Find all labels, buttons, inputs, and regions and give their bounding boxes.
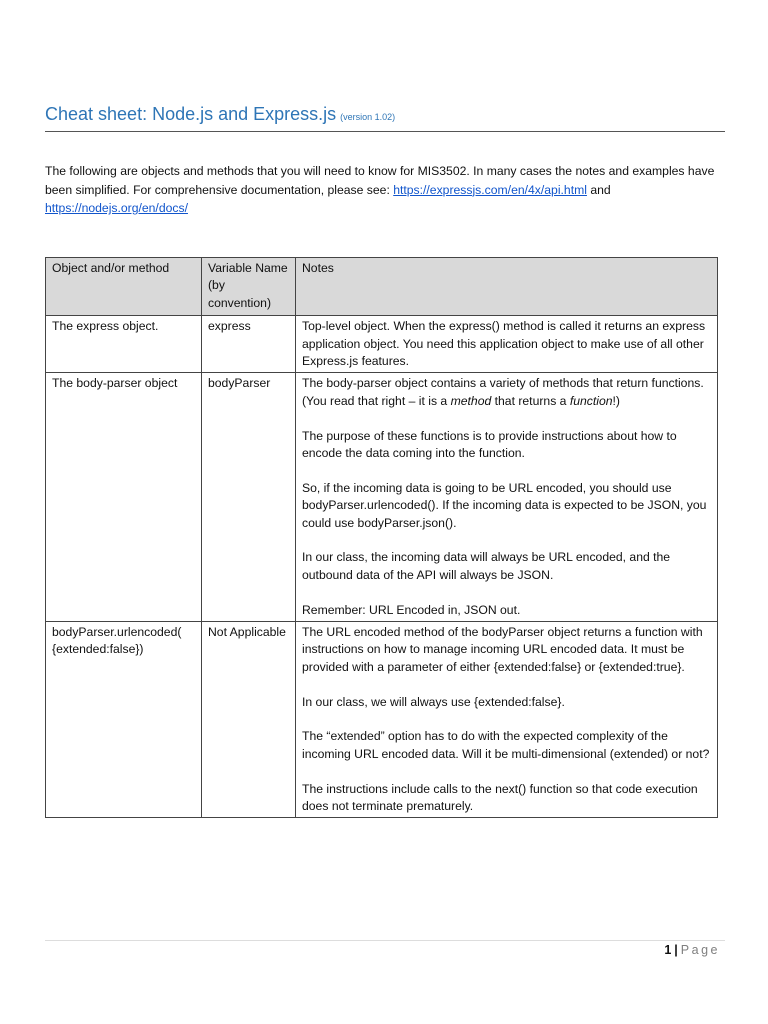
notes-text: The body-parser object contains a variety of methods that return functions. (You read that right – it is a <box>302 376 704 408</box>
cheat-sheet-table <box>45 257 718 818</box>
page-number: 1 <box>664 943 672 957</box>
table-header-row <box>46 258 718 316</box>
notes-text: !) <box>612 393 620 408</box>
footer-divider <box>45 940 725 941</box>
page-title: Cheat sheet: Node.js and Express.js <box>45 104 337 124</box>
page-label: Page <box>680 943 720 957</box>
cell-object: The body-parser object <box>46 373 202 622</box>
table-row <box>46 622 718 818</box>
cell-variable: Not Applicable <box>202 622 296 818</box>
notes-emphasis: function <box>569 393 613 408</box>
express-docs-link[interactable]: https://expressjs.com/en/4x/api.html <box>393 182 587 197</box>
footer-separator: | <box>674 943 678 957</box>
header-object: Object and/or method <box>46 258 202 316</box>
notes-paragraph: In our class, the incoming data will always be URL encoded, and the outbound data of the API will always be JSON. <box>302 550 671 582</box>
notes-paragraph: Remember: URL Encoded in, JSON out. <box>302 602 521 617</box>
title-block <box>45 104 725 132</box>
notes-paragraph: Top-level object. When the express() method is called it returns an express application object. You need this application object to make use of all other Express.js features. <box>302 319 706 369</box>
table-row <box>46 373 718 622</box>
notes-paragraph: The purpose of these functions is to provide instructions about how to encode the data coming into the function. <box>302 428 677 461</box>
notes-text: that returns a <box>491 393 570 408</box>
cell-object: bodyParser.urlencoded( {extended:false}) <box>46 622 202 818</box>
cell-notes <box>296 373 718 622</box>
cell-variable: express <box>202 316 296 373</box>
notes-paragraph: The “extended” option has to do with the expected complexity of the incoming URL encoded data. Will it be multi-dimensional (extended) or not? <box>302 729 710 761</box>
cell-notes <box>296 622 718 818</box>
intro-text: The following are objects and methods that you will need to know for MIS3502. In many cases the notes and examples have been simplified. For comprehensive documentation, please see: <box>45 164 715 197</box>
notes-emphasis: method <box>450 393 492 408</box>
notes-paragraph: In our class, we will always use {extended:false}. <box>302 694 565 709</box>
cell-object: The express object. <box>46 316 202 373</box>
cell-notes <box>296 316 718 373</box>
intro-and: and <box>586 182 611 197</box>
notes-paragraph: So, if the incoming data is going to be URL encoded, you should use bodyParser.urlencoded(). If the incoming data is expected to be JSON, you could use bodyParser.json(). <box>302 480 707 530</box>
notes-paragraph: The instructions include calls to the next() function so that code execution does not terminate prematurely. <box>302 781 698 814</box>
notes-paragraph <box>302 375 711 410</box>
intro-paragraph <box>45 162 730 218</box>
version-label: (version 1.02) <box>340 112 396 122</box>
cell-variable: bodyParser <box>202 373 296 622</box>
header-notes: Notes <box>296 258 718 316</box>
table-row <box>46 316 718 373</box>
node-docs-link[interactable]: https://nodejs.org/en/docs/ <box>45 201 188 215</box>
header-variable: Variable Name (by convention) <box>202 258 296 316</box>
notes-paragraph: The URL encoded method of the bodyParser object returns a function with instructions on how to manage incoming URL encoded data. It must be provided with a parameter of either {extended:false} or {extended:true}. <box>302 625 703 674</box>
page-footer <box>664 943 720 957</box>
